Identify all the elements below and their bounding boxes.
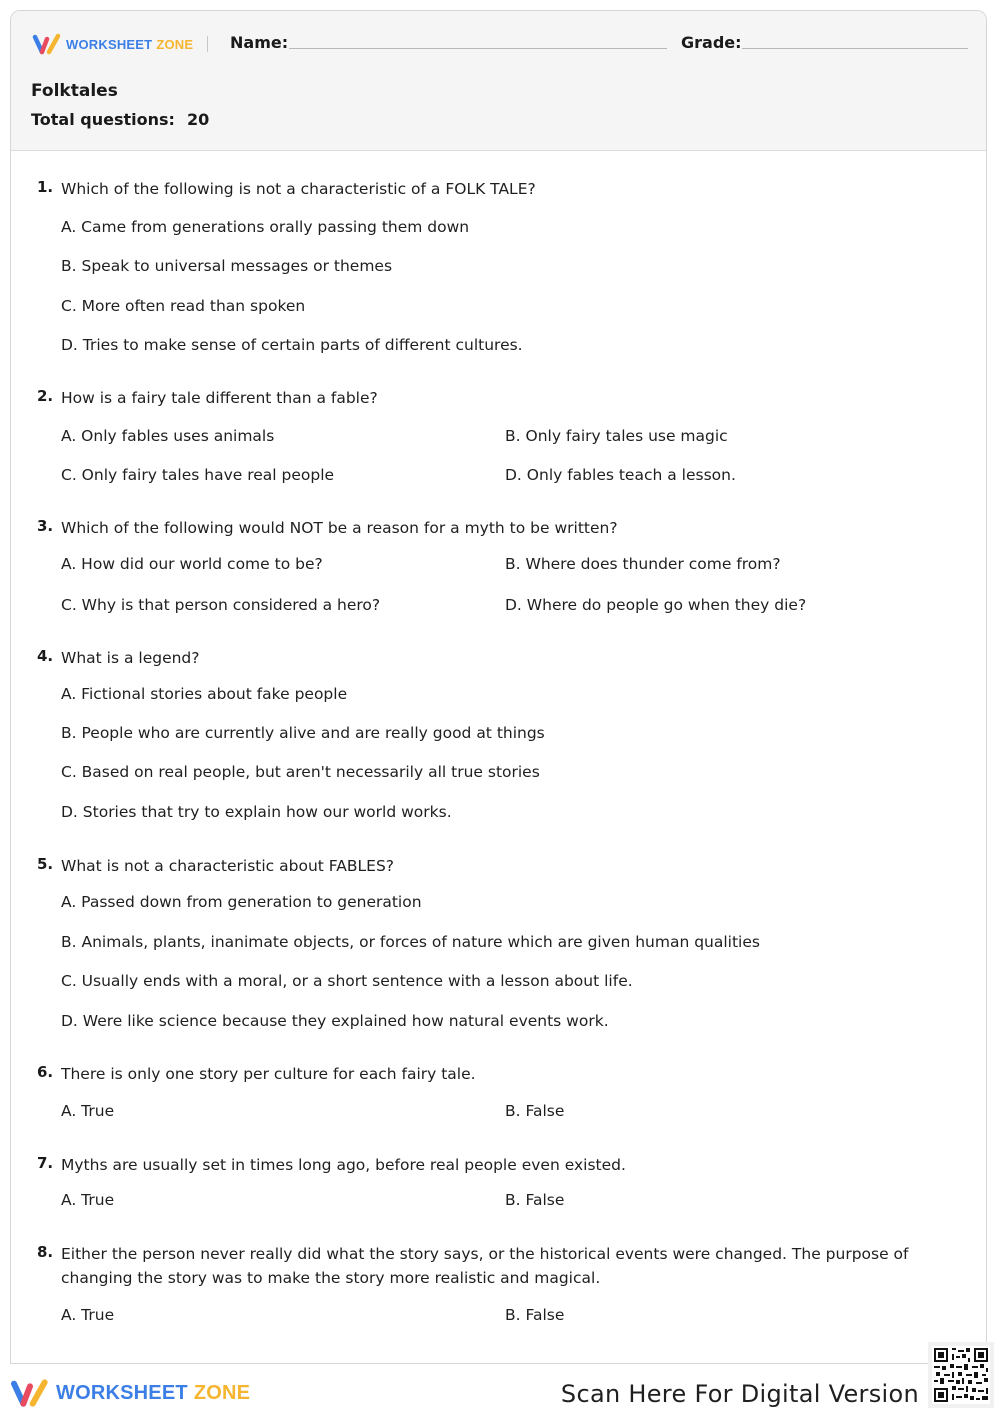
- name-field[interactable]: [289, 48, 667, 49]
- qr-code-graphic: [932, 1346, 990, 1404]
- brand-word-worksheet: WORKSHEET: [66, 36, 153, 52]
- question-number: 6.: [37, 1063, 54, 1081]
- grade-field[interactable]: [742, 48, 968, 49]
- question-number: 8.: [37, 1243, 54, 1261]
- option-b[interactable]: B. Animals, plants, inanimate objects, or forces of nature which are given human qualities: [61, 933, 760, 951]
- brand-word-worksheet: WORKSHEET: [56, 1381, 188, 1404]
- question-text: Either the person never really did what the story says, or the historical events were changed. The purpose of changing the story was to make the story more realistic and magical.: [61, 1245, 909, 1287]
- option-a[interactable]: A. Fictional stories about fake people: [61, 685, 348, 703]
- option-c[interactable]: C. Only fairy tales have real people: [61, 466, 335, 484]
- option-b[interactable]: B. False: [505, 1102, 565, 1120]
- option-b[interactable]: B. Where does thunder come from?: [505, 555, 781, 573]
- question-text: How is a fairy tale different than a fable?: [61, 389, 378, 407]
- question-text: Which of the following is not a characteristic of a FOLK TALE?: [61, 180, 536, 198]
- footer-brand-name: [56, 1382, 250, 1405]
- worksheet-title: Folktales: [31, 81, 118, 101]
- question-number: 7.: [37, 1154, 54, 1172]
- question-text: Myths are usually set in times long ago, before real people even existed.: [61, 1156, 626, 1174]
- question-text: What is a legend?: [61, 649, 200, 667]
- option-a[interactable]: A. Only fables uses animals: [61, 427, 275, 445]
- option-b[interactable]: B. Speak to universal messages or themes: [61, 257, 393, 275]
- name-label: Name:: [230, 33, 289, 52]
- worksheet-zone-logo-icon: [10, 1378, 50, 1408]
- total-questions-count: 20: [186, 110, 210, 129]
- worksheet-header: [11, 11, 986, 151]
- question-number: 2.: [37, 387, 54, 405]
- option-b[interactable]: B. People who are currently alive and are really good at things: [61, 724, 545, 742]
- logo-divider: [207, 36, 208, 52]
- option-a[interactable]: A. True: [61, 1306, 115, 1324]
- option-d[interactable]: D. Tries to make sense of certain parts of different cultures.: [61, 336, 523, 354]
- question-number: 5.: [37, 855, 54, 873]
- total-questions-label: Total questions:: [31, 110, 175, 129]
- option-b[interactable]: B. Only fairy tales use magic: [505, 427, 728, 445]
- brand-word-zone: ZONE: [156, 36, 194, 52]
- option-d[interactable]: D. Stories that try to explain how our world works.: [61, 803, 452, 821]
- option-c[interactable]: C. Usually ends with a moral, or a short sentence with a lesson about life.: [61, 972, 633, 990]
- question-text: What is not a characteristic about FABLES?: [61, 857, 395, 875]
- option-a[interactable]: A. Passed down from generation to generation: [61, 893, 422, 911]
- brand-word-zone: ZONE: [193, 1381, 251, 1404]
- scan-for-digital-version: Scan Here For Digital Version: [560, 1380, 919, 1408]
- question-number: 3.: [37, 517, 54, 535]
- grade-label: Grade:: [681, 33, 742, 52]
- option-c[interactable]: C. Based on real people, but aren't necessarily all true stories: [61, 763, 540, 781]
- worksheet-card: [10, 10, 987, 1364]
- brand-name: [66, 37, 193, 52]
- question-number: 4.: [37, 647, 54, 665]
- question-text: Which of the following would NOT be a reason for a myth to be written?: [61, 519, 618, 537]
- total-questions: [31, 110, 209, 129]
- qr-code-icon[interactable]: [928, 1342, 994, 1408]
- question-text: There is only one story per culture for each fairy tale.: [61, 1065, 476, 1083]
- option-d[interactable]: D. Only fables teach a lesson.: [505, 466, 736, 484]
- option-a[interactable]: A. How did our world come to be?: [61, 555, 323, 573]
- question-number: 1.: [37, 178, 54, 196]
- option-c[interactable]: C. Why is that person considered a hero?: [61, 596, 381, 614]
- option-a[interactable]: A. True: [61, 1191, 115, 1209]
- option-d[interactable]: D. Where do people go when they die?: [505, 596, 807, 614]
- option-b[interactable]: B. False: [505, 1306, 565, 1324]
- option-c[interactable]: C. More often read than spoken: [61, 297, 306, 315]
- option-a[interactable]: A. Came from generations orally passing them down: [61, 218, 470, 236]
- footer-brand-logo: [10, 1378, 250, 1408]
- brand-logo: [32, 33, 208, 55]
- option-d[interactable]: D. Were like science because they explained how natural events work.: [61, 1012, 609, 1030]
- worksheet-zone-logo-icon: [32, 33, 62, 55]
- option-b[interactable]: B. False: [505, 1191, 565, 1209]
- option-a[interactable]: A. True: [61, 1102, 115, 1120]
